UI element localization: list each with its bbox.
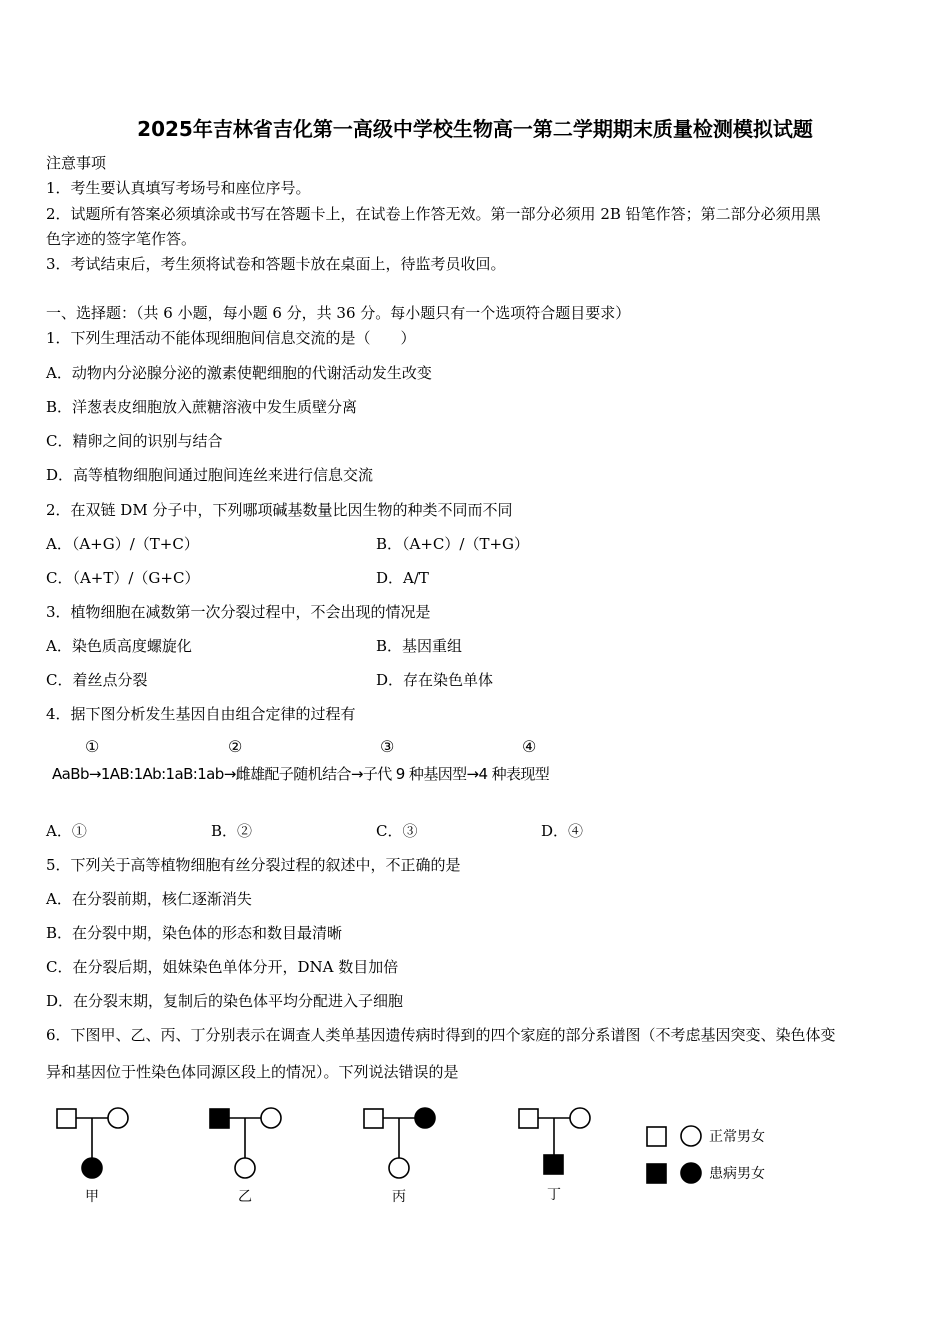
q4-stem: 4．据下图分析发生基因自由组合定律的过程有 — [46, 705, 356, 723]
family-label-ding: 丁 — [547, 1187, 561, 1203]
pedigree-legend — [647, 1126, 701, 1183]
q1-option-a: A．动物内分泌腺分泌的激素使靶细胞的代谢活动发生改变 — [46, 364, 432, 382]
q5-option-c: C．在分裂后期，姐妹染色单体分开，DNA 数目加倍 — [46, 958, 399, 976]
q2-option-d: D．A/T — [376, 569, 429, 587]
q4-option-c: C．③ — [376, 822, 418, 840]
family-label-bing: 丙 — [392, 1189, 406, 1205]
q5-option-a: A．在分裂前期，核仁逐渐消失 — [46, 890, 252, 908]
notice-heading: 注意事项 — [46, 154, 107, 172]
q1-option-b: B．洋葱表皮细胞放入蔗糖溶液中发生质壁分离 — [46, 398, 358, 416]
notice-item-2: 2．试题所有答案必须填涂或书写在答题卡上，在试卷上作答无效。第一部分必须用 2B 铅笔作答；第二部分必须用黑 — [46, 205, 821, 223]
page-title: 2025年吉林省吉化第一高级中学校生物高一第二学期期末质量检测模拟试题 — [137, 117, 813, 141]
family-label-jia: 甲 — [85, 1189, 99, 1205]
q3-option-c: C．着丝点分裂 — [46, 671, 148, 689]
q1-option-c: C．精卵之间的识别与结合 — [46, 432, 223, 450]
q4-marker-1: ① — [85, 737, 100, 756]
pedigree-family-jia — [57, 1108, 128, 1178]
legend-affected-label: 患病男女 — [709, 1166, 765, 1182]
legend-normal-label: 正常男女 — [709, 1129, 765, 1145]
q3-option-a: A．染色质高度螺旋化 — [46, 637, 192, 655]
q4-marker-3: ③ — [380, 737, 395, 756]
q4-option-a: A．① — [46, 822, 87, 840]
q4-option-b: B．② — [211, 822, 253, 840]
section-heading: 一、选择题：（共 6 小题，每小题 6 分，共 36 分。每小题只有一个选项符合题目要求） — [46, 304, 631, 322]
notice-item-3: 3．考试结束后，考生须将试卷和答题卡放在桌面上，待监考员收回。 — [46, 255, 506, 273]
pedigree-family-yi — [210, 1108, 281, 1178]
q3-option-d: D．存在染色单体 — [376, 671, 494, 689]
q5-option-d: D．在分裂末期，复制后的染色体平均分配进入子细胞 — [46, 992, 404, 1010]
q3-stem: 3．植物细胞在减数第一次分裂过程中，不会出现的情况是 — [46, 603, 431, 621]
q3-option-b: B．基因重组 — [376, 637, 463, 655]
family-label-yi: 乙 — [238, 1189, 252, 1205]
pedigree-family-ding — [519, 1108, 590, 1174]
q2-option-c: C．（A+T）/（G+C） — [46, 569, 200, 587]
q2-option-a: A．（A+G）/（T+C） — [46, 535, 199, 553]
q2-option-b: B．（A+C）/（T+G） — [376, 535, 530, 553]
q2-stem: 2．在双链 DM 分子中，下列哪项碱基数量比因生物的种类不同而不同 — [46, 501, 513, 519]
q5-option-b: B．在分裂中期，染色体的形态和数目最清晰 — [46, 924, 343, 942]
q6-stem-line1: 6．下图甲、乙、丙、丁分别表示在调查人类单基因遗传病时得到的四个家庭的部分系谱图（不考虑基因突变、染色体变 — [46, 1026, 836, 1044]
q1-stem: 1．下列生理活动不能体现细胞间信息交流的是（ ） — [46, 329, 416, 347]
q5-stem: 5．下列关于高等植物细胞有丝分裂过程的叙述中，不正确的是 — [46, 856, 461, 874]
q4-option-d: D．④ — [541, 822, 584, 840]
q4-marker-4: ④ — [522, 737, 537, 756]
pedigree-family-bing — [364, 1108, 435, 1178]
q1-option-d: D．高等植物细胞间通过胞间连丝来进行信息交流 — [46, 466, 374, 484]
q4-flow-diagram: AaBb→1AB:1Ab:1aB:1ab→雌雄配子随机结合→子代 9 种基因型→4 种表现型 — [52, 765, 550, 783]
pedigree-figure — [0, 1095, 950, 1215]
q4-marker-2: ② — [228, 737, 243, 756]
q6-stem-line2: 异和基因位于性染色体同源区段上的情况）。下列说法错误的是 — [46, 1063, 459, 1081]
notice-item-1: 1．考生要认真填写考场号和座位序号。 — [46, 179, 311, 197]
notice-item-2-cont: 色字迹的签字笔作答。 — [46, 230, 197, 248]
